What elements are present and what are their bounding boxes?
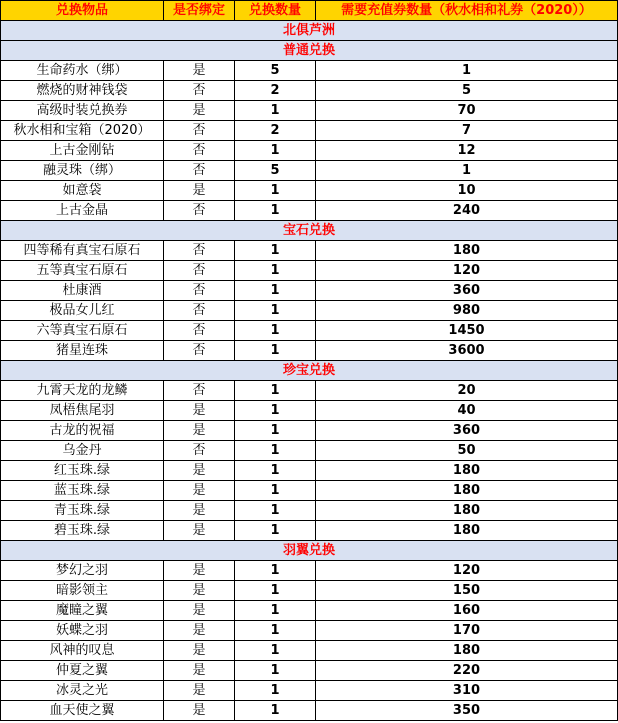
cost-cell: 1450 [316,321,618,341]
item-name-cell: 融灵珠（绑） [1,161,164,181]
item-name-cell: 暗影领主 [1,581,164,601]
section-title: 羽翼兑换 [1,541,618,561]
region-row [1,21,618,41]
item-name-cell: 妖蝶之羽 [1,621,164,641]
item-name-cell: 红玉珠.绿 [1,461,164,481]
section-title: 宝石兑换 [1,221,618,241]
table-row [1,621,618,641]
cost-cell: 5 [316,81,618,101]
table-row [1,641,618,661]
table-row [1,401,618,421]
item-name-cell: 血天使之翼 [1,701,164,721]
item-name-cell: 蓝玉珠.绿 [1,481,164,501]
table-row [1,601,618,621]
qty-cell: 1 [235,681,316,701]
qty-cell: 1 [235,501,316,521]
section-row [1,361,618,381]
item-name-cell: 碧玉珠.绿 [1,521,164,541]
bound-cell: 否 [164,441,235,461]
table-row [1,101,618,121]
table-row [1,261,618,281]
qty-cell: 1 [235,661,316,681]
header-row [1,1,618,21]
section-row [1,221,618,241]
qty-cell: 2 [235,121,316,141]
qty-cell: 1 [235,341,316,361]
item-name-cell: 上古金晶 [1,201,164,221]
qty-cell: 1 [235,461,316,481]
table-row [1,81,618,101]
bound-cell: 否 [164,341,235,361]
bound-cell: 是 [164,61,235,81]
cost-cell: 70 [316,101,618,121]
bound-cell: 是 [164,701,235,721]
cost-cell: 350 [316,701,618,721]
cost-cell: 180 [316,241,618,261]
table-row [1,521,618,541]
cost-cell: 20 [316,381,618,401]
item-name-cell: 秋水相和宝箱（2020） [1,121,164,141]
item-name-cell: 五等真宝石原石 [1,261,164,281]
qty-cell: 1 [235,381,316,401]
qty-cell: 1 [235,601,316,621]
cost-cell: 150 [316,581,618,601]
item-name-cell: 九霄天龙的龙鳞 [1,381,164,401]
table-row [1,581,618,601]
table-row [1,341,618,361]
qty-cell: 1 [235,101,316,121]
bound-cell: 否 [164,141,235,161]
table-row [1,141,618,161]
cost-cell: 10 [316,181,618,201]
item-name-cell: 生命药水（绑） [1,61,164,81]
bound-cell: 否 [164,321,235,341]
bound-cell: 是 [164,401,235,421]
bound-cell: 是 [164,561,235,581]
region-title: 北俱芦洲 [1,21,618,41]
cost-cell: 180 [316,481,618,501]
qty-cell: 5 [235,161,316,181]
cost-cell: 3600 [316,341,618,361]
table-row [1,501,618,521]
table-body [1,21,618,721]
item-name-cell: 冰灵之光 [1,681,164,701]
item-name-cell: 乌金丹 [1,441,164,461]
bound-cell: 否 [164,81,235,101]
table-row [1,381,618,401]
cost-cell: 180 [316,461,618,481]
table-row [1,441,618,461]
cost-cell: 1 [316,161,618,181]
item-name-cell: 凤梧焦尾羽 [1,401,164,421]
qty-cell: 1 [235,441,316,461]
item-name-cell: 燃烧的财神钱袋 [1,81,164,101]
item-name-cell: 如意袋 [1,181,164,201]
header-bound: 是否绑定 [164,1,235,21]
cost-cell: 180 [316,501,618,521]
qty-cell: 2 [235,81,316,101]
cost-cell: 360 [316,281,618,301]
cost-cell: 310 [316,681,618,701]
table-row [1,321,618,341]
header-item: 兑换物品 [1,1,164,21]
qty-cell: 1 [235,241,316,261]
cost-cell: 360 [316,421,618,441]
cost-cell: 7 [316,121,618,141]
cost-cell: 240 [316,201,618,221]
item-name-cell: 梦幻之羽 [1,561,164,581]
bound-cell: 是 [164,581,235,601]
cost-cell: 1 [316,61,618,81]
bound-cell: 是 [164,601,235,621]
cost-cell: 180 [316,521,618,541]
qty-cell: 1 [235,181,316,201]
header-cost: 需要充值券数量（秋水相和礼券（2020）） [316,1,618,21]
cost-cell: 50 [316,441,618,461]
qty-cell: 1 [235,421,316,441]
qty-cell: 1 [235,141,316,161]
bound-cell: 否 [164,161,235,181]
item-name-cell: 上古金刚钻 [1,141,164,161]
qty-cell: 1 [235,641,316,661]
table-row [1,241,618,261]
qty-cell: 1 [235,301,316,321]
qty-cell: 1 [235,261,316,281]
bound-cell: 是 [164,521,235,541]
section-row [1,41,618,61]
bound-cell: 是 [164,101,235,121]
bound-cell: 否 [164,121,235,141]
item-name-cell: 仲夏之翼 [1,661,164,681]
qty-cell: 5 [235,61,316,81]
bound-cell: 是 [164,661,235,681]
cost-cell: 980 [316,301,618,321]
cost-cell: 220 [316,661,618,681]
qty-cell: 1 [235,521,316,541]
table-row [1,301,618,321]
table-row [1,61,618,81]
item-name-cell: 魔瞳之翼 [1,601,164,621]
qty-cell: 1 [235,201,316,221]
item-name-cell: 风神的叹息 [1,641,164,661]
bound-cell: 否 [164,261,235,281]
bound-cell: 是 [164,501,235,521]
bound-cell: 是 [164,421,235,441]
bound-cell: 是 [164,481,235,501]
table-row [1,561,618,581]
item-name-cell: 猪星连珠 [1,341,164,361]
bound-cell: 是 [164,681,235,701]
bound-cell: 是 [164,181,235,201]
section-row [1,541,618,561]
qty-cell: 1 [235,701,316,721]
section-title: 珍宝兑换 [1,361,618,381]
item-name-cell: 四等稀有真宝石原石 [1,241,164,261]
item-name-cell: 古龙的祝福 [1,421,164,441]
bound-cell: 是 [164,461,235,481]
bound-cell: 是 [164,621,235,641]
bound-cell: 否 [164,281,235,301]
table-row [1,661,618,681]
cost-cell: 120 [316,261,618,281]
qty-cell: 1 [235,621,316,641]
section-title: 普通兑换 [1,41,618,61]
cost-cell: 160 [316,601,618,621]
cost-cell: 170 [316,621,618,641]
qty-cell: 1 [235,281,316,301]
table-row [1,181,618,201]
table-row [1,421,618,441]
bound-cell: 否 [164,381,235,401]
item-name-cell: 高级时装兑换券 [1,101,164,121]
qty-cell: 1 [235,481,316,501]
table-row [1,461,618,481]
item-name-cell: 杜康酒 [1,281,164,301]
table-row [1,481,618,501]
table-row [1,681,618,701]
qty-cell: 1 [235,401,316,421]
table-row [1,701,618,721]
item-name-cell: 六等真宝石原石 [1,321,164,341]
bound-cell: 否 [164,241,235,261]
table-row [1,281,618,301]
item-name-cell: 极品女儿红 [1,301,164,321]
table-row [1,121,618,141]
header-qty: 兑换数量 [235,1,316,21]
cost-cell: 40 [316,401,618,421]
bound-cell: 否 [164,201,235,221]
qty-cell: 1 [235,561,316,581]
item-name-cell: 青玉珠.绿 [1,501,164,521]
table-row [1,161,618,181]
qty-cell: 1 [235,581,316,601]
bound-cell: 否 [164,301,235,321]
qty-cell: 1 [235,321,316,341]
table-row [1,201,618,221]
cost-cell: 120 [316,561,618,581]
cost-cell: 180 [316,641,618,661]
bound-cell: 是 [164,641,235,661]
cost-cell: 12 [316,141,618,161]
